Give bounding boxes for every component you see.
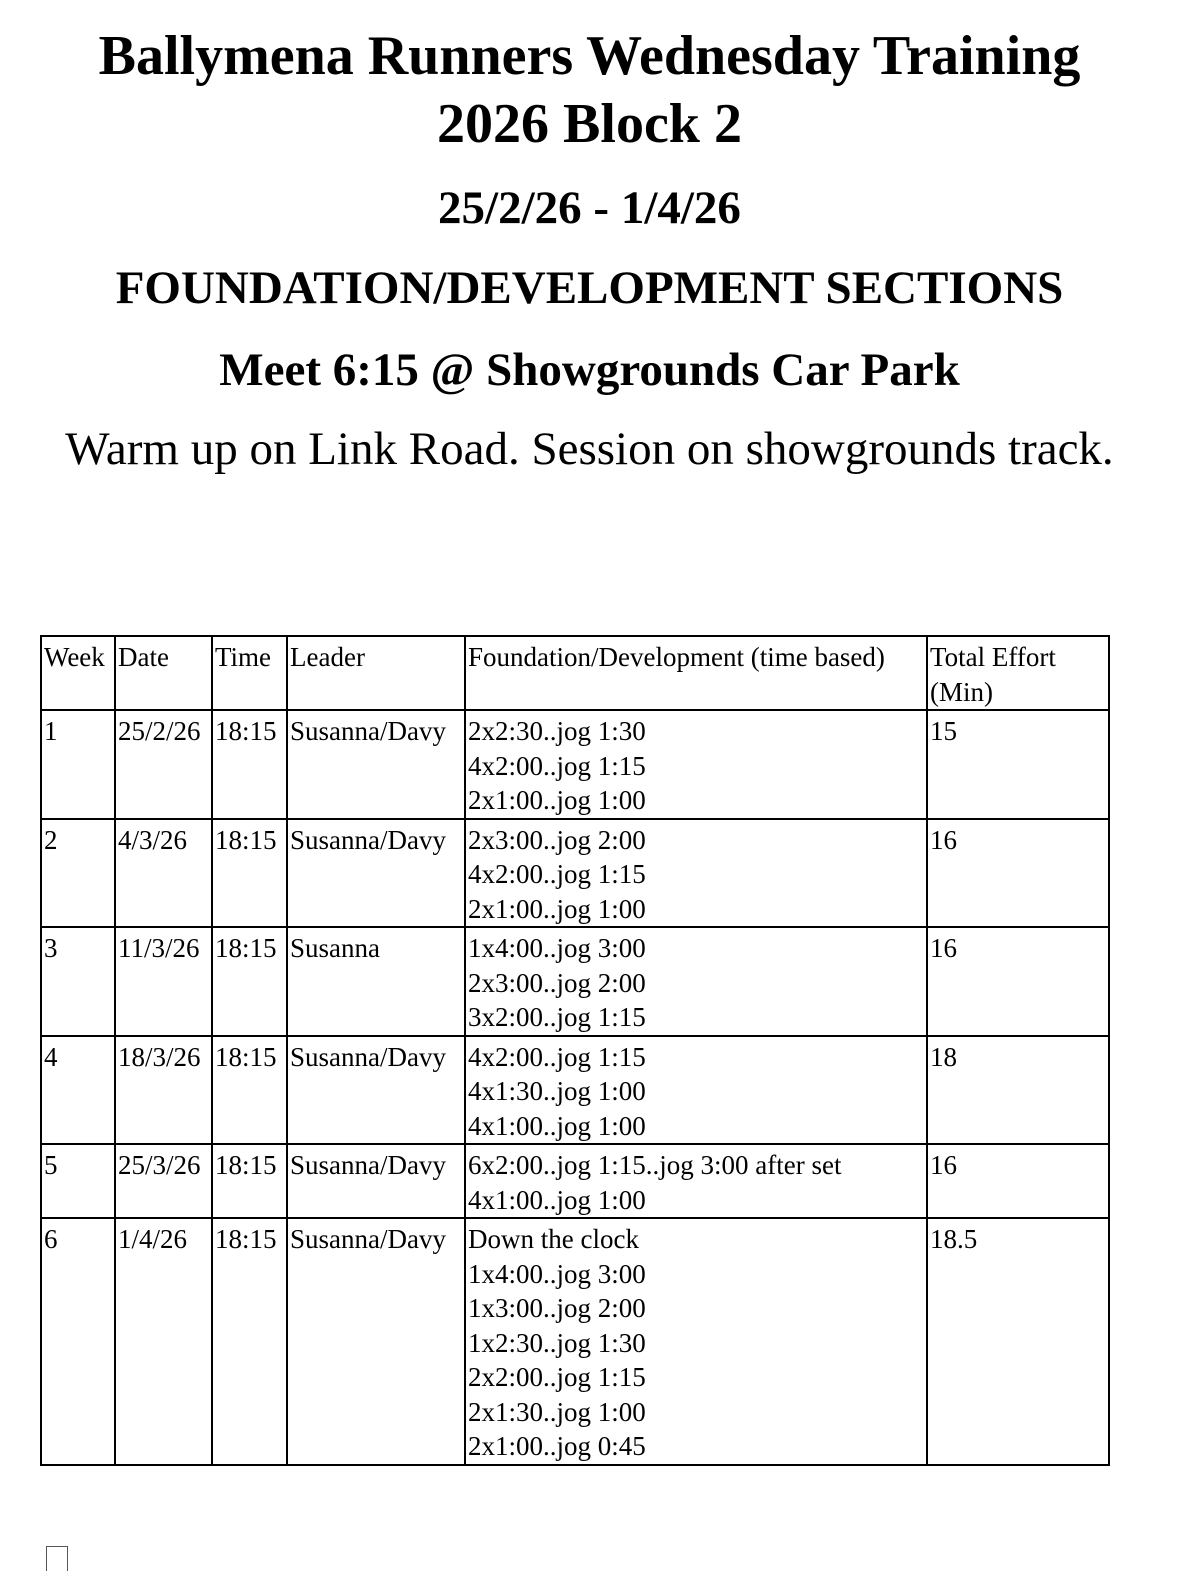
- session-line: 2x1:00..jog 0:45: [468, 1431, 646, 1461]
- session-line: 4x1:00..jog 1:00: [468, 1110, 646, 1141]
- session-line: 2x1:00..jog 1:00: [468, 785, 646, 815]
- header-date: Date: [115, 636, 212, 710]
- document-title: Ballymena Runners Wednesday Training 2026 Block 2: [98, 25, 1081, 155]
- cell-week: 4: [41, 1036, 115, 1145]
- table-row: [41, 1144, 1109, 1218]
- cell-leader: Susanna/Davy: [287, 819, 465, 928]
- empty-checkbox-icon: [46, 1546, 68, 1571]
- cell-leader: Susanna/Davy: [287, 1144, 465, 1218]
- cell-time: 18:15: [212, 1218, 287, 1465]
- session-line: 4x1:00..jog 1:00: [468, 1184, 646, 1215]
- session-line: 2x1:30..jog 1:00: [468, 1396, 646, 1427]
- cell-week: 1: [41, 710, 115, 819]
- session-note: Warm up on Link Road. Session on showgrounds track.: [65, 423, 1114, 475]
- session-line: 1x4:00..jog 3:00: [468, 933, 646, 963]
- cell-date: 1/4/26: [115, 1218, 212, 1465]
- header-leader: Leader: [287, 636, 465, 710]
- table-row: [41, 1218, 1109, 1465]
- cell-total-effort: 15: [927, 710, 1109, 819]
- session-line: 4x2:00..jog 1:15: [468, 750, 646, 781]
- session-line: 6x2:00..jog 1:15..jog 3:00 after set: [468, 1150, 842, 1180]
- table-row: [41, 710, 1109, 819]
- session-line: 4x2:00..jog 1:15: [468, 1041, 646, 1072]
- cell-total-effort: 16: [927, 819, 1109, 928]
- cell-session: [465, 819, 927, 928]
- header-total-effort: [927, 636, 1109, 710]
- cell-total-effort: 18: [927, 1036, 1109, 1145]
- cell-time: 18:15: [212, 819, 287, 928]
- table-row: [41, 819, 1109, 928]
- table-row: [41, 1036, 1109, 1145]
- cell-date: 4/3/26: [115, 819, 212, 928]
- cell-week: 3: [41, 927, 115, 1036]
- session-line: 3x2:00..jog 1:15: [468, 1002, 646, 1032]
- date-range: 25/2/26 - 1/4/26: [438, 182, 741, 234]
- cell-date: 25/2/26: [115, 710, 212, 819]
- document-header: [0, 22, 1179, 480]
- cell-leader: Susanna: [287, 927, 465, 1036]
- session-line: 2x3:00..jog 2:00: [468, 824, 646, 855]
- header-total-effort-label: Total Effort (Min): [930, 642, 1056, 707]
- session-line: 4x1:30..jog 1:00: [468, 1076, 646, 1106]
- header-week: Week: [41, 636, 115, 710]
- cell-date: 18/3/26: [115, 1036, 212, 1145]
- training-schedule-table: [40, 635, 1110, 1466]
- session-line: 4x2:00..jog 1:15: [468, 859, 646, 889]
- cell-leader: Susanna/Davy: [287, 710, 465, 819]
- sections-heading: FOUNDATION/DEVELOPMENT SECTIONS: [115, 262, 1064, 314]
- session-line: 2x2:00..jog 1:15: [468, 1362, 646, 1392]
- cell-leader: Susanna/Davy: [287, 1036, 465, 1145]
- cell-time: 18:15: [212, 1144, 287, 1218]
- session-line: 2x3:00..jog 2:00: [468, 967, 646, 998]
- cell-time: 18:15: [212, 1036, 287, 1145]
- cell-date: 11/3/26: [115, 927, 212, 1036]
- cell-total-effort: 18.5: [927, 1218, 1109, 1465]
- cell-week: 2: [41, 819, 115, 928]
- session-line: 1x3:00..jog 2:00: [468, 1293, 646, 1323]
- cell-session: [465, 927, 927, 1036]
- cell-date: 25/3/26: [115, 1144, 212, 1218]
- cell-total-effort: 16: [927, 1144, 1109, 1218]
- cell-week: 5: [41, 1144, 115, 1218]
- cell-time: 18:15: [212, 927, 287, 1036]
- session-line: 1x4:00..jog 3:00: [468, 1258, 646, 1289]
- header-time: Time: [212, 636, 287, 710]
- table-body: [41, 710, 1109, 1465]
- cell-leader: Susanna/Davy: [287, 1218, 465, 1465]
- cell-session: [465, 1036, 927, 1145]
- table-header-row: [41, 636, 1109, 710]
- session-line: Down the clock: [468, 1224, 639, 1254]
- session-line: 1x2:30..jog 1:30: [468, 1327, 646, 1358]
- cell-total-effort: 16: [927, 927, 1109, 1036]
- session-line: 2x1:00..jog 1:00: [468, 893, 646, 924]
- session-line: 2x2:30..jog 1:30: [468, 716, 646, 746]
- header-session: Foundation/Development (time based): [465, 636, 927, 710]
- cell-week: 6: [41, 1218, 115, 1465]
- cell-session: [465, 1218, 927, 1465]
- meeting-point: Meet 6:15 @ Showgrounds Car Park: [219, 344, 960, 396]
- table-row: [41, 927, 1109, 1036]
- cell-session: [465, 710, 927, 819]
- cell-session: [465, 1144, 927, 1218]
- cell-time: 18:15: [212, 710, 287, 819]
